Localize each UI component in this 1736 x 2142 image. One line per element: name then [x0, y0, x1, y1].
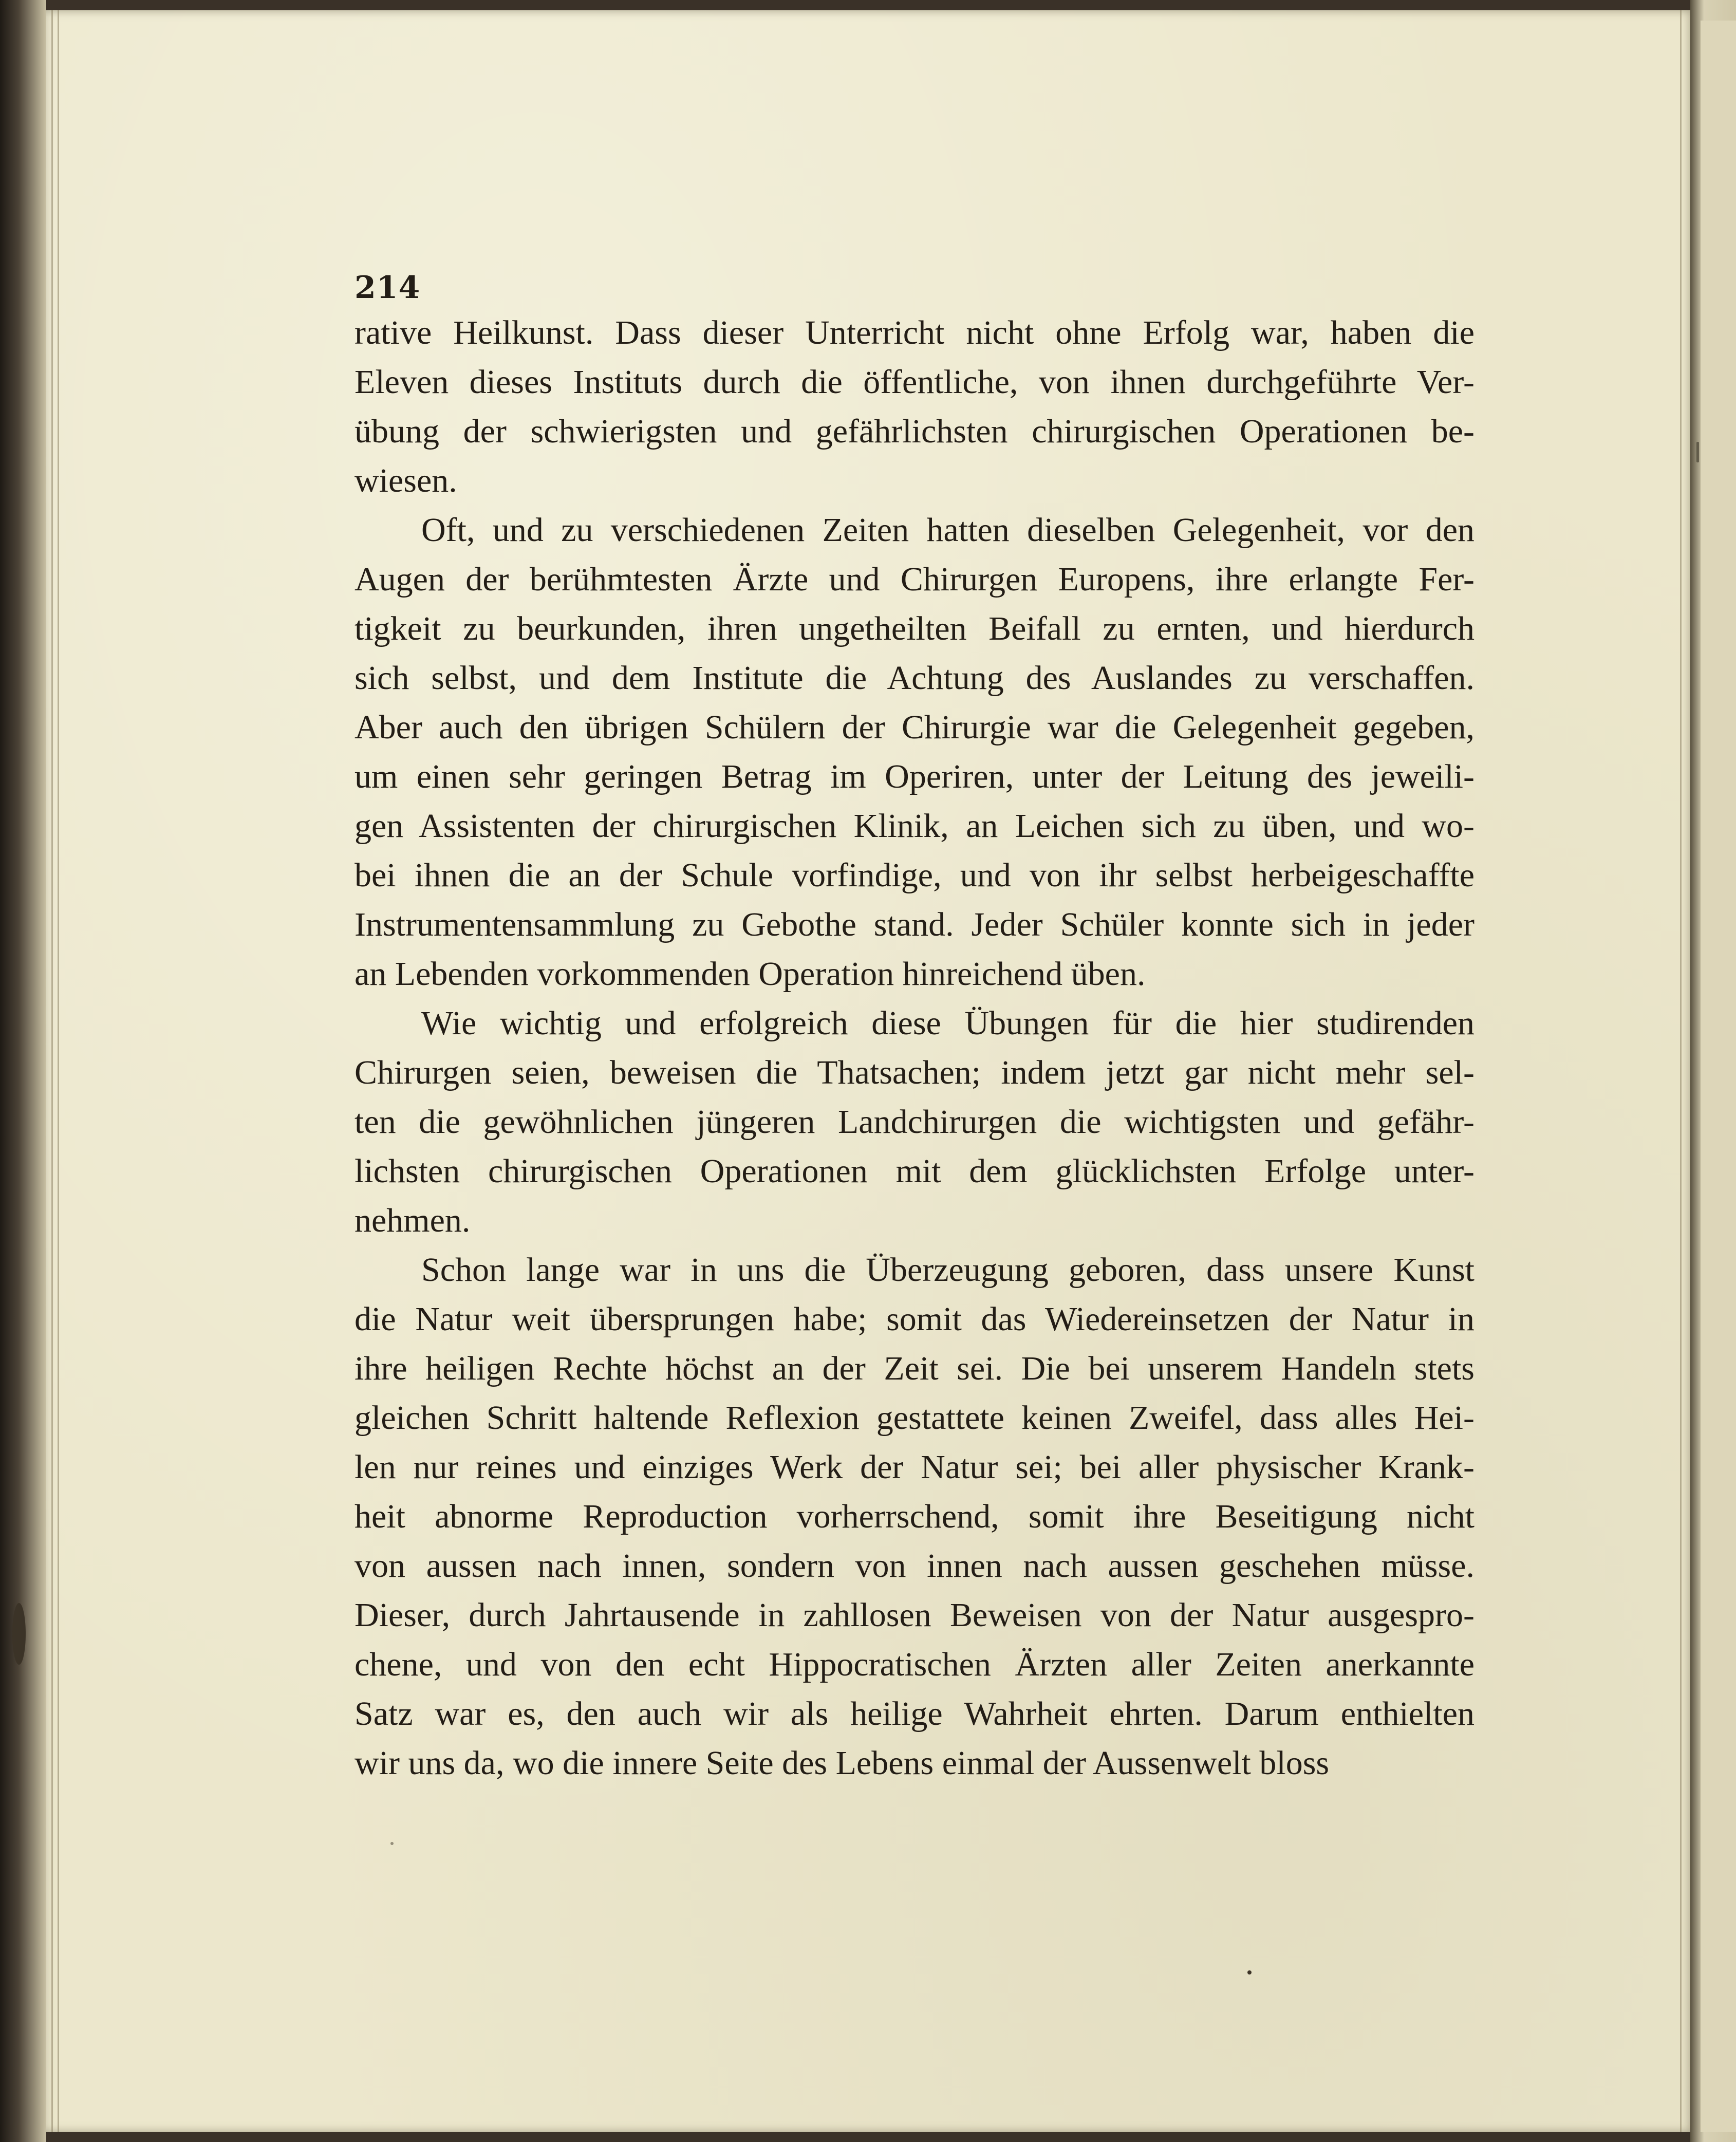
- paragraph: [354, 999, 1474, 1245]
- paper-speck: [1247, 1970, 1252, 1975]
- paper-speck: [1696, 442, 1699, 462]
- text-line: übung der schwierigsten und gefährlichsten chirurgischen Operationen be-: [354, 413, 1474, 450]
- text-line: ten die gewöhnlichen jüngeren Landchirurgen die wichtigsten und gefähr-: [354, 1103, 1474, 1141]
- text-line: um einen sehr geringen Betrag im Operiren, unter der Leitung des jeweili-: [354, 758, 1474, 795]
- page-number: 214: [354, 270, 421, 306]
- text-line: nehmen.: [354, 1202, 471, 1239]
- text-block: [354, 267, 1474, 1788]
- text-line: ihre heiligen Rechte höchst an der Zeit sei. Die bei unserem Handeln stets: [354, 1350, 1474, 1387]
- paragraph: [354, 1245, 1474, 1788]
- text-line: heit abnorme Reproduction vorherrschend, somit ihre Beseitigung nicht: [354, 1498, 1474, 1535]
- text-line: bei ihnen die an der Schule vorfindige, und von ihr selbst herbeigeschaffte: [354, 856, 1474, 894]
- text-line: Eleven dieses Instituts durch die öffentliche, von ihnen durchgeführte Ver-: [354, 363, 1474, 401]
- text-line: Aber auch den übrigen Schülern der Chirurgie war die Gelegenheit gegeben,: [354, 709, 1474, 746]
- text-line: Chirurgen seien, beweisen die Thatsachen; indem jetzt gar nicht mehr sel-: [354, 1054, 1474, 1091]
- text-line: rative Heilkunst. Dass dieser Unterricht nicht ohne Erfolg war, haben die: [354, 314, 1474, 351]
- binding-shadow: [0, 0, 46, 2142]
- text-line: die Natur weit übersprungen habe; somit das Wiedereinsetzen der Natur in: [354, 1300, 1474, 1338]
- text-line: Instrumentensammlung zu Gebothe stand. Jeder Schüler konnte sich in jeder: [354, 906, 1474, 943]
- page-edge-line: [58, 10, 59, 2132]
- text-line: lichsten chirurgischen Operationen mit dem glücklichsten Erfolge unter-: [354, 1152, 1474, 1190]
- text-line: Augen der berühmtesten Ärzte und Chirurgen Europens, ihre erlangte Fer-: [354, 561, 1474, 598]
- paragraph: [354, 506, 1474, 999]
- text-line: wir uns da, wo die innere Seite des Lebens einmal der Aussenwelt bloss: [354, 1744, 1330, 1782]
- text-line: chene, und von den echt Hippocratischen Ärzten aller Zeiten anerkannte: [354, 1646, 1474, 1683]
- text-line: Oft, und zu verschiedenen Zeiten hatten dieselben Gelegenheit, vor den: [421, 511, 1474, 549]
- page-edge-line: [1680, 10, 1682, 2132]
- text-line: Satz war es, den auch wir als heilige Wahrheit ehrten. Darum enthielten: [354, 1695, 1474, 1733]
- binding-mark: [12, 1603, 26, 1665]
- page-edge-line: [51, 10, 53, 2132]
- paragraph: [354, 308, 1474, 506]
- text-line: sich selbst, und dem Institute die Achtung des Auslandes zu verschaffen.: [354, 659, 1474, 697]
- scan-top-edge: [41, 0, 1736, 10]
- text-line: tigkeit zu beurkunden, ihren ungetheilten Beifall zu ernten, und hierdurch: [354, 610, 1474, 647]
- text-line: wiesen.: [354, 462, 457, 499]
- text-line: Schon lange war in uns die Überzeugung geboren, dass unsere Kunst: [421, 1251, 1474, 1289]
- paper-speck: [390, 1842, 394, 1845]
- text-line: von aussen nach innen, sondern von innen nach aussen geschehen müsse.: [354, 1547, 1474, 1585]
- text-line: an Lebenden vorkommenden Operation hinreichend üben.: [354, 955, 1146, 993]
- text-line: gen Assistenten der chirurgischen Klinik, an Leichen sich zu üben, und wo-: [354, 807, 1474, 845]
- text-line: len nur reines und einziges Werk der Natur sei; bei aller physischer Krank-: [354, 1448, 1474, 1486]
- text-line: Wie wichtig und erfolgreich diese Übungen für die hier studirenden: [421, 1004, 1474, 1042]
- scan-bottom-edge: [41, 2132, 1736, 2142]
- text-line: Dieser, durch Jahrtausende in zahllosen Beweisen von der Natur ausgespro-: [354, 1596, 1474, 1634]
- body-text: [354, 308, 1474, 1788]
- text-line: gleichen Schritt haltende Reflexion gestattete keinen Zweifel, dass alles Hei-: [354, 1399, 1474, 1437]
- next-page-surface: [1701, 21, 1736, 2132]
